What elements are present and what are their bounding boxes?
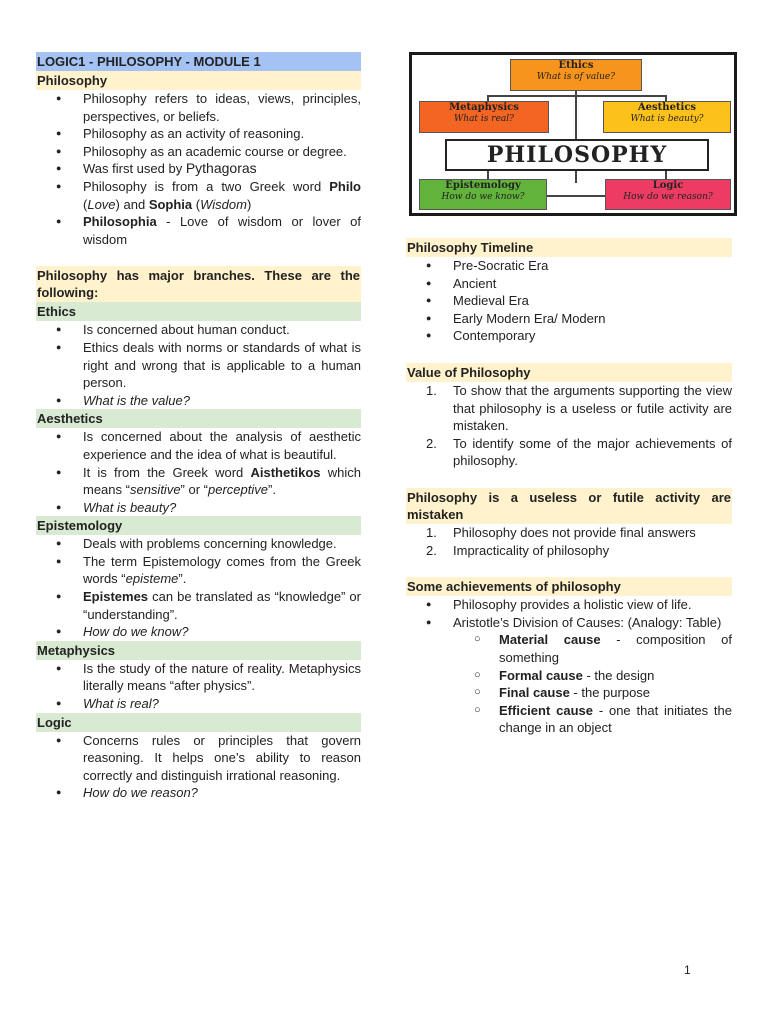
list-item: ● Is concerned about the analysis of aesthetic experience and the idea of what is beautiful. xyxy=(36,428,361,463)
list-item: ● The term Epistemology comes from the Greek words “episteme”. xyxy=(36,553,361,588)
list-item: ● Deals with problems concerning knowledge. xyxy=(36,535,361,553)
metaphysics-heading: Metaphysics xyxy=(36,641,361,660)
connector-line xyxy=(487,95,667,97)
ethics-heading: Ethics xyxy=(36,302,361,321)
timeline-list xyxy=(406,257,732,345)
list-item: ● How do we reason? xyxy=(36,784,361,802)
list-item: ● Ancient xyxy=(406,275,732,293)
list-item: ● Epistemes can be translated as “knowledge” or “understanding”. xyxy=(36,588,361,623)
list-item: ● Philosophy provides a holistic view of life. xyxy=(406,596,732,614)
list-item: ● What is the value? xyxy=(36,392,361,410)
list-item: 1. Philosophy does not provide final answers xyxy=(426,524,696,540)
list-item: ● Concerns rules or principles that govern reasoning. It helps one’s ability to reason correctly and distinguish irrational reasoning. xyxy=(36,732,361,785)
list-item: ● Philosophy is from a two Greek word Philo (Love) and Sophia (Wisdom) xyxy=(36,178,361,213)
list-item: ● What is real? xyxy=(36,695,361,713)
connector-line xyxy=(575,90,577,140)
list-item: ● Philosophy as an academic course or degree. xyxy=(36,143,361,161)
list-item: ○ Final cause - the purpose xyxy=(406,684,732,702)
ethics-box: Ethics What is of value? xyxy=(510,59,642,91)
list-item: ● Ethics deals with norms or standards of what is right and wrong that is applicable to a human person. xyxy=(36,339,361,392)
left-column xyxy=(36,52,361,802)
list-item: ● Is concerned about human conduct. xyxy=(36,321,361,339)
logic-box: Logic How do we reason? xyxy=(605,179,731,210)
list-item: ● What is beauty? xyxy=(36,499,361,517)
list-item: ● How do we know? xyxy=(36,623,361,641)
list-item: ● Contemporary xyxy=(406,327,732,345)
list-item: 2. Impracticality of philosophy xyxy=(426,542,610,558)
aesthetics-box: Aesthetics What is beauty? xyxy=(603,101,731,133)
list-item: ● Philosophia - Love of wisdom or lover of wisdom xyxy=(36,213,361,248)
value-heading: Value of Philosophy xyxy=(406,363,732,382)
metaphysics-list xyxy=(36,660,361,713)
list-item: ● Pre-Socratic Era xyxy=(406,257,732,275)
list-item: ○ Material cause - composition of something xyxy=(406,631,732,666)
philosophy-branches-diagram xyxy=(409,52,737,216)
list-item: ● Medieval Era xyxy=(406,292,732,310)
epistemology-heading: Epistemology xyxy=(36,516,361,535)
useless-heading: Philosophy is a useless or futile activity are mistaken xyxy=(407,489,731,522)
list-item: ● It is from the Greek word Aisthetikos which means “sensitive” or “perceptive”. xyxy=(36,464,361,499)
connector-line xyxy=(575,169,577,183)
list-item: 1. To show that the arguments supporting the view that philosophy is a useless or futile activity are mistaken. xyxy=(426,382,732,434)
list-item: ● Was first used by Pythagoras xyxy=(36,160,361,178)
page-number: 1 xyxy=(684,963,691,977)
list-item: 2. To identify some of the major achievements of philosophy. xyxy=(426,435,732,469)
epistemology-box: Epistemology How do we know? xyxy=(419,179,547,210)
list-item: ● Philosophy as an activity of reasoning. xyxy=(36,125,361,143)
timeline-heading: Philosophy Timeline xyxy=(406,238,732,257)
logic-list xyxy=(36,732,361,802)
philosophy-heading: Philosophy xyxy=(36,71,361,90)
right-column xyxy=(406,238,732,737)
useless-list xyxy=(406,524,732,559)
list-item: ● Early Modern Era/ Modern xyxy=(406,310,732,328)
list-item: ● Philosophy refers to ideas, views, principles, perspectives, or beliefs. xyxy=(36,90,361,125)
metaphysics-box: Metaphysics What is real? xyxy=(419,101,549,133)
aesthetics-heading: Aesthetics xyxy=(36,409,361,428)
module-title: LOGIC1 - PHILOSOPHY - MODULE 1 xyxy=(36,52,361,71)
logic-heading: Logic xyxy=(36,713,361,732)
philosophy-list xyxy=(36,90,361,248)
value-list xyxy=(406,382,732,470)
epistemology-list xyxy=(36,535,361,641)
list-item: ● Aristotle’s Division of Causes: (Analogy: Table) xyxy=(406,614,732,632)
branches-heading: Philosophy has major branches. These are the following: xyxy=(37,268,360,301)
list-item: ○ Efficient cause - one that initiates the change in an object xyxy=(406,702,732,737)
connector-line xyxy=(547,195,605,197)
ethics-list xyxy=(36,321,361,409)
causes-list xyxy=(406,631,732,737)
achievements-heading: Some achievements of philosophy xyxy=(406,577,732,596)
list-item: ○ Formal cause - the design xyxy=(406,667,732,685)
list-item: ● Is the study of the nature of reality. Metaphysics literally means “after physics”. xyxy=(36,660,361,695)
achievements-list xyxy=(406,596,732,631)
pythagoras-name: Pythagoras xyxy=(185,160,257,177)
aesthetics-list xyxy=(36,428,361,516)
philosophy-center-label: PHILOSOPHY xyxy=(445,139,709,171)
